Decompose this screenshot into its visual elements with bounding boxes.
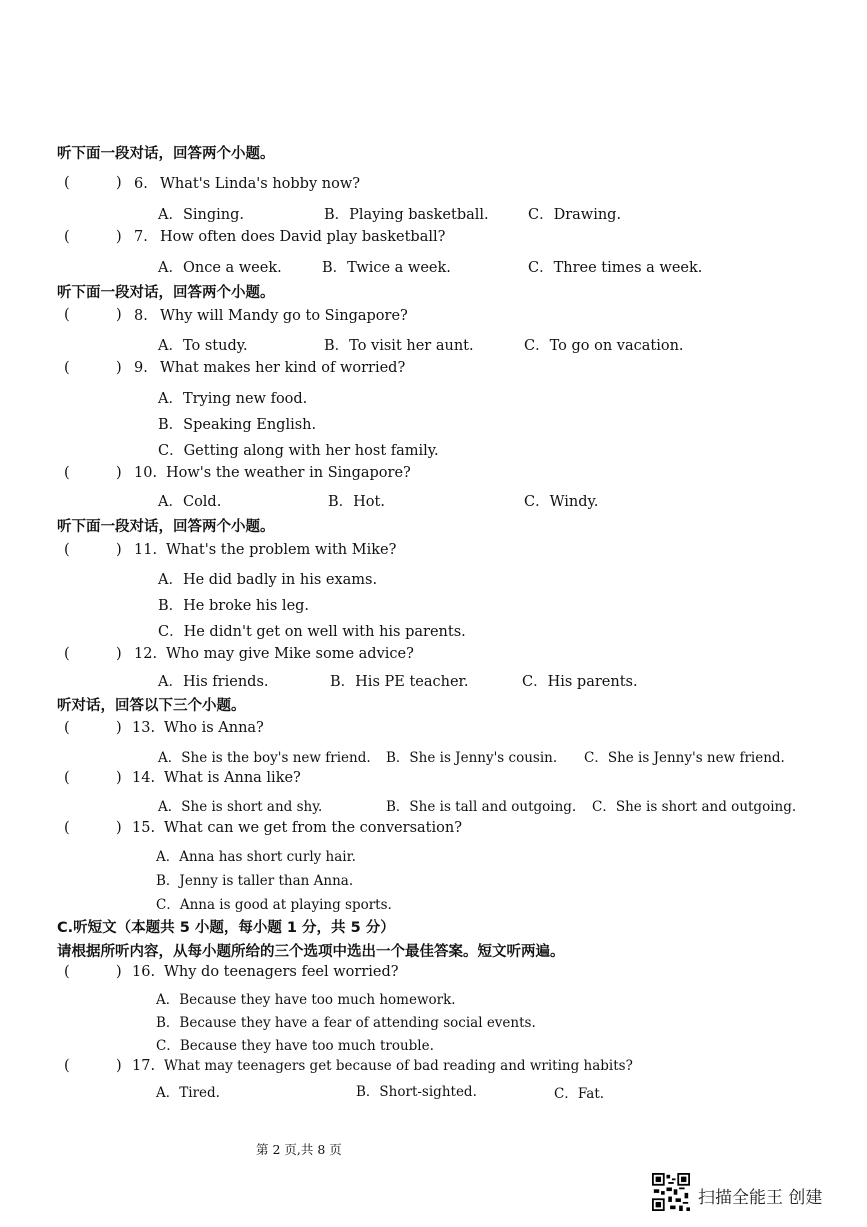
- option-c: C．She is short and outgoing.: [592, 799, 797, 815]
- answer-paren-open: (: [64, 720, 70, 736]
- option-b: B．Because they have a fear of attending social events.: [156, 1015, 536, 1031]
- answer-paren-open: (: [64, 820, 70, 836]
- answer-paren-open: (: [64, 175, 70, 191]
- question-text: What's the problem with Mike?: [166, 542, 397, 558]
- question-text: Why do teenagers feel worried?: [164, 964, 399, 980]
- option-c: C．Drawing.: [528, 207, 622, 223]
- answer-paren-close: ): [116, 646, 122, 662]
- option-a: A．Tired.: [156, 1085, 220, 1101]
- question-text: What makes her kind of worried?: [160, 360, 406, 376]
- option-c: C．Because they have too much trouble.: [156, 1038, 434, 1054]
- question-text: How often does David play basketball?: [160, 229, 446, 245]
- question-number: 11.: [134, 542, 158, 558]
- answer-paren-close: ): [116, 229, 122, 245]
- answer-paren-open: (: [64, 964, 70, 980]
- question-text: What may teenagers get because of bad reading and writing habits?: [164, 1058, 633, 1074]
- option-b: B．He broke his leg.: [158, 598, 310, 614]
- answer-paren-open: (: [64, 360, 70, 376]
- option-c: C．He didn't get on well with his parents.: [158, 624, 466, 640]
- option-b: B．His PE teacher.: [330, 674, 469, 690]
- question-number: 9.: [134, 360, 148, 376]
- answer-paren-open: (: [64, 307, 70, 323]
- scanner-watermark-label: 扫描全能王 创建: [698, 1188, 823, 1208]
- question-number: 16.: [132, 964, 156, 980]
- answer-paren-open: (: [64, 229, 70, 245]
- section-heading-2: 听下面一段对话，回答两个小题。: [57, 285, 275, 301]
- question-number: 10.: [134, 465, 158, 481]
- answer-paren-open: (: [64, 646, 70, 662]
- question-text: What can we get from the conversation?: [164, 820, 462, 836]
- answer-paren-open: (: [64, 465, 70, 481]
- answer-paren-close: ): [116, 360, 122, 376]
- answer-paren-close: ): [116, 465, 122, 481]
- option-a: A．Because they have too much homework.: [156, 992, 456, 1008]
- option-b: B．She is tall and outgoing.: [386, 799, 577, 815]
- option-b: B．To visit her aunt.: [324, 338, 474, 354]
- answer-paren-close: ): [116, 770, 122, 786]
- question-number: 15.: [132, 820, 156, 836]
- question-number: 13.: [132, 720, 156, 736]
- option-c: C．Fat.: [554, 1086, 605, 1102]
- option-a: A．She is short and shy.: [158, 799, 323, 815]
- question-number: 17.: [132, 1058, 156, 1074]
- question-number: 8.: [134, 308, 148, 324]
- option-b: B．She is Jenny's cousin.: [386, 750, 558, 766]
- option-a: A．She is the boy's new friend.: [158, 750, 371, 766]
- answer-paren-close: ): [116, 175, 122, 191]
- answer-paren-close: ): [116, 542, 122, 558]
- option-b: B．Jenny is taller than Anna.: [156, 873, 354, 889]
- option-b: B．Short-sighted.: [356, 1084, 477, 1100]
- section-c-instructions: 请根据所听内容，从每小题所给的三个选项中选出一个最佳答案。短文听两遍。: [57, 944, 565, 960]
- qr-code-icon: [652, 1173, 690, 1211]
- option-b: B．Speaking English.: [158, 417, 317, 433]
- question-number: 12.: [134, 646, 158, 662]
- answer-paren-close: ): [116, 720, 122, 736]
- option-c: C．She is Jenny's new friend.: [584, 750, 785, 766]
- section-heading-3: 听下面一段对话，回答两个小题。: [57, 519, 275, 535]
- answer-paren-close: ): [116, 820, 122, 836]
- option-a: A．To study.: [158, 338, 248, 354]
- section-c-title: C.听短文（本题共 5 小题，每小题 1 分，共 5 分）: [57, 920, 395, 936]
- answer-paren-close: ): [116, 307, 122, 323]
- question-text: Who is Anna?: [164, 720, 264, 736]
- option-c: C．Three times a week.: [528, 260, 703, 276]
- option-a: A．Singing.: [158, 207, 245, 223]
- option-c: C．To go on vacation.: [524, 338, 684, 354]
- answer-paren-open: (: [64, 1058, 70, 1074]
- question-text: How's the weather in Singapore?: [166, 465, 411, 481]
- section-heading-1: 听下面一段对话，回答两个小题。: [57, 146, 275, 162]
- option-a: A．His friends.: [158, 674, 269, 690]
- question-text: What's Linda's hobby now?: [160, 176, 361, 192]
- question-text: Why will Mandy go to Singapore?: [160, 308, 408, 324]
- page-number-footer: 第 2 页,共 8 页: [256, 1142, 342, 1157]
- option-c: C．His parents.: [522, 674, 638, 690]
- question-text: What is Anna like?: [164, 770, 301, 786]
- answer-paren-open: (: [64, 542, 70, 558]
- question-number: 7.: [134, 229, 148, 245]
- question-number: 6.: [134, 176, 148, 192]
- option-c: C．Getting along with her host family.: [158, 443, 439, 459]
- option-c: C．Windy.: [524, 494, 599, 510]
- option-a: A．He did badly in his exams.: [158, 572, 378, 588]
- option-a: A．Trying new food.: [158, 391, 308, 407]
- option-a: A．Anna has short curly hair.: [156, 849, 356, 865]
- answer-paren-open: (: [64, 770, 70, 786]
- option-a: A．Once a week.: [158, 260, 282, 276]
- question-text: Who may give Mike some advice?: [166, 646, 414, 662]
- option-b: B．Twice a week.: [322, 260, 451, 276]
- answer-paren-close: ): [116, 964, 122, 980]
- option-a: A．Cold.: [158, 494, 222, 510]
- option-c: C．Anna is good at playing sports.: [156, 897, 392, 913]
- answer-paren-close: ): [116, 1058, 122, 1074]
- option-b: B．Playing basketball.: [324, 207, 489, 223]
- option-b: B．Hot.: [328, 494, 385, 510]
- section-heading-4: 听对话，回答以下三个小题。: [57, 698, 246, 714]
- question-number: 14.: [132, 770, 156, 786]
